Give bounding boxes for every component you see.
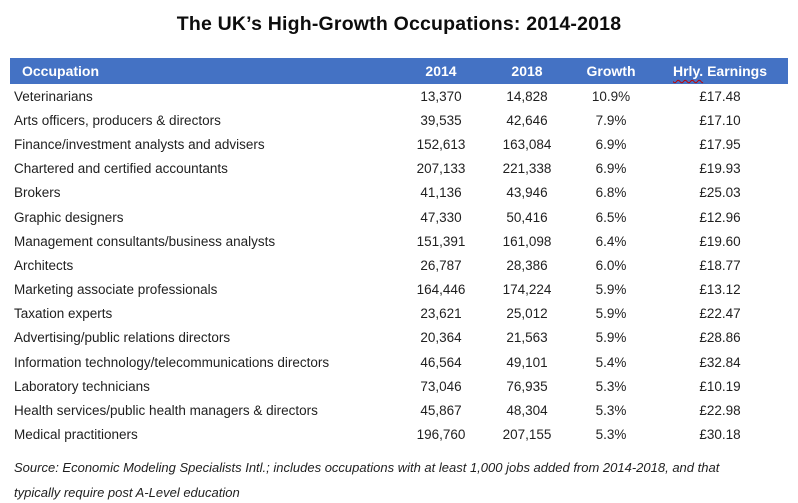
- chart-title: The UK’s High-Growth Occupations: 2014-2018: [176, 13, 622, 35]
- value-2018-cell: 221,338: [502, 161, 552, 177]
- value-2018-cell: 28,386: [506, 257, 548, 273]
- occupation-cell: Management consultants/business analysts: [14, 233, 276, 249]
- col-header-2014: 2014: [398, 58, 484, 84]
- occupation-cell: Brokers: [14, 185, 61, 201]
- value-2014-cell: 46,564: [420, 354, 462, 370]
- earnings-cell: £28.86: [699, 330, 741, 346]
- table-row: [10, 278, 788, 302]
- growth-cell: 6.9%: [595, 136, 627, 152]
- value-2014-cell: 47,330: [420, 209, 462, 225]
- table-row: [10, 423, 788, 447]
- growth-cell: 5.9%: [595, 306, 627, 322]
- value-2014-cell: 39,535: [420, 112, 462, 128]
- value-2014-cell: 152,613: [416, 136, 466, 152]
- occupations-table: [10, 58, 788, 447]
- earnings-cell: £25.03: [699, 185, 741, 201]
- earnings-cell: £18.77: [699, 257, 741, 273]
- occupation-cell: Laboratory technicians: [14, 378, 150, 394]
- table-header-row: [10, 58, 788, 84]
- growth-cell: 10.9%: [591, 88, 631, 104]
- value-2018-cell: 14,828: [506, 88, 548, 104]
- occupation-cell: Graphic designers: [14, 209, 124, 225]
- value-2018-cell: 42,646: [506, 112, 548, 128]
- earnings-cell: £22.47: [699, 306, 741, 322]
- table-row: [10, 157, 788, 181]
- value-2018-cell: 25,012: [506, 306, 548, 322]
- growth-cell: 6.9%: [595, 161, 627, 177]
- growth-cell: 6.0%: [595, 257, 627, 273]
- earnings-wavy-text: Hrly.: [673, 63, 704, 79]
- earnings-rest-text: Earnings: [707, 63, 767, 79]
- table-row: [10, 205, 788, 229]
- col-header-earnings: [652, 58, 788, 84]
- table-row: [10, 302, 788, 326]
- occupation-cell: Architects: [14, 257, 74, 273]
- occupation-cell: Taxation experts: [14, 306, 113, 322]
- earnings-cell: £17.10: [699, 112, 741, 128]
- value-2018-cell: 48,304: [506, 403, 548, 419]
- growth-cell: 6.4%: [595, 233, 627, 249]
- value-2014-cell: 45,867: [420, 403, 462, 419]
- growth-cell: 5.4%: [595, 354, 627, 370]
- value-2018-cell: 76,935: [506, 378, 548, 394]
- earnings-cell: £32.84: [699, 354, 741, 370]
- occupation-cell: Veterinarians: [14, 88, 93, 104]
- earnings-cell: £19.93: [699, 161, 741, 177]
- col-header-2018: 2018: [484, 58, 570, 84]
- table-row: [10, 132, 788, 156]
- value-2018-cell: 207,155: [502, 427, 552, 443]
- occupation-cell: Finance/investment analysts and advisers: [14, 136, 265, 152]
- value-2014-cell: 26,787: [420, 257, 462, 273]
- growth-cell: 6.5%: [595, 209, 627, 225]
- value-2014-cell: 164,446: [416, 282, 466, 298]
- value-2014-cell: 13,370: [420, 88, 462, 104]
- value-2014-cell: 20,364: [420, 330, 462, 346]
- earnings-cell: £30.18: [699, 427, 741, 443]
- growth-cell: 5.9%: [595, 282, 627, 298]
- table-row: [10, 326, 788, 350]
- growth-cell: 6.8%: [595, 185, 627, 201]
- value-2014-cell: 207,133: [416, 161, 466, 177]
- occupation-cell: Medical practitioners: [14, 427, 138, 443]
- value-2018-cell: 174,224: [502, 282, 552, 298]
- occupation-cell: Chartered and certified accountants: [14, 161, 228, 177]
- growth-cell: 5.3%: [595, 403, 627, 419]
- earnings-cell: £13.12: [699, 282, 741, 298]
- table-row: [10, 374, 788, 398]
- table-row: [10, 84, 788, 108]
- growth-cell: 5.3%: [595, 427, 627, 443]
- value-2014-cell: 41,136: [420, 185, 462, 201]
- value-2014-cell: 196,760: [416, 427, 466, 443]
- earnings-cell: £12.96: [699, 209, 741, 225]
- col-header-growth: Growth: [570, 58, 652, 84]
- occupation-cell: Information technology/telecommunications directors: [14, 354, 330, 370]
- source-note-line1: Source: Economic Modeling Specialists Intl.; includes occupations with at least 1,000 jobs added from 2014-2018, and that: [14, 459, 720, 475]
- value-2014-cell: 73,046: [420, 378, 462, 394]
- value-2014-cell: 23,621: [420, 306, 462, 322]
- source-note-line2: typically require post A-Level education: [14, 484, 240, 500]
- earnings-cell: £17.48: [699, 88, 741, 104]
- occupation-cell: Arts officers, producers & directors: [14, 112, 221, 128]
- value-2014-cell: 151,391: [416, 233, 466, 249]
- value-2018-cell: 161,098: [502, 233, 552, 249]
- growth-cell: 5.9%: [595, 330, 627, 346]
- value-2018-cell: 43,946: [506, 185, 548, 201]
- table-row: [10, 253, 788, 277]
- table-row: [10, 229, 788, 253]
- earnings-cell: £19.60: [699, 233, 741, 249]
- table-body: [10, 84, 788, 447]
- value-2018-cell: 49,101: [506, 354, 548, 370]
- growth-cell: 5.3%: [595, 378, 627, 394]
- earnings-cell: £10.19: [699, 378, 741, 394]
- value-2018-cell: 163,084: [502, 136, 552, 152]
- source-note: [14, 455, 784, 503]
- table-row: [10, 108, 788, 132]
- table-row: [10, 350, 788, 374]
- table-row: [10, 181, 788, 205]
- occupation-cell: Health services/public health managers & directors: [14, 403, 318, 419]
- col-header-occupation: Occupation: [10, 58, 398, 84]
- value-2018-cell: 21,563: [506, 330, 548, 346]
- occupation-cell: Marketing associate professionals: [14, 282, 218, 298]
- growth-cell: 7.9%: [595, 112, 627, 128]
- earnings-cell: £17.95: [699, 136, 741, 152]
- value-2018-cell: 50,416: [506, 209, 548, 225]
- table-row: [10, 398, 788, 422]
- earnings-cell: £22.98: [699, 403, 741, 419]
- occupation-cell: Advertising/public relations directors: [14, 330, 231, 346]
